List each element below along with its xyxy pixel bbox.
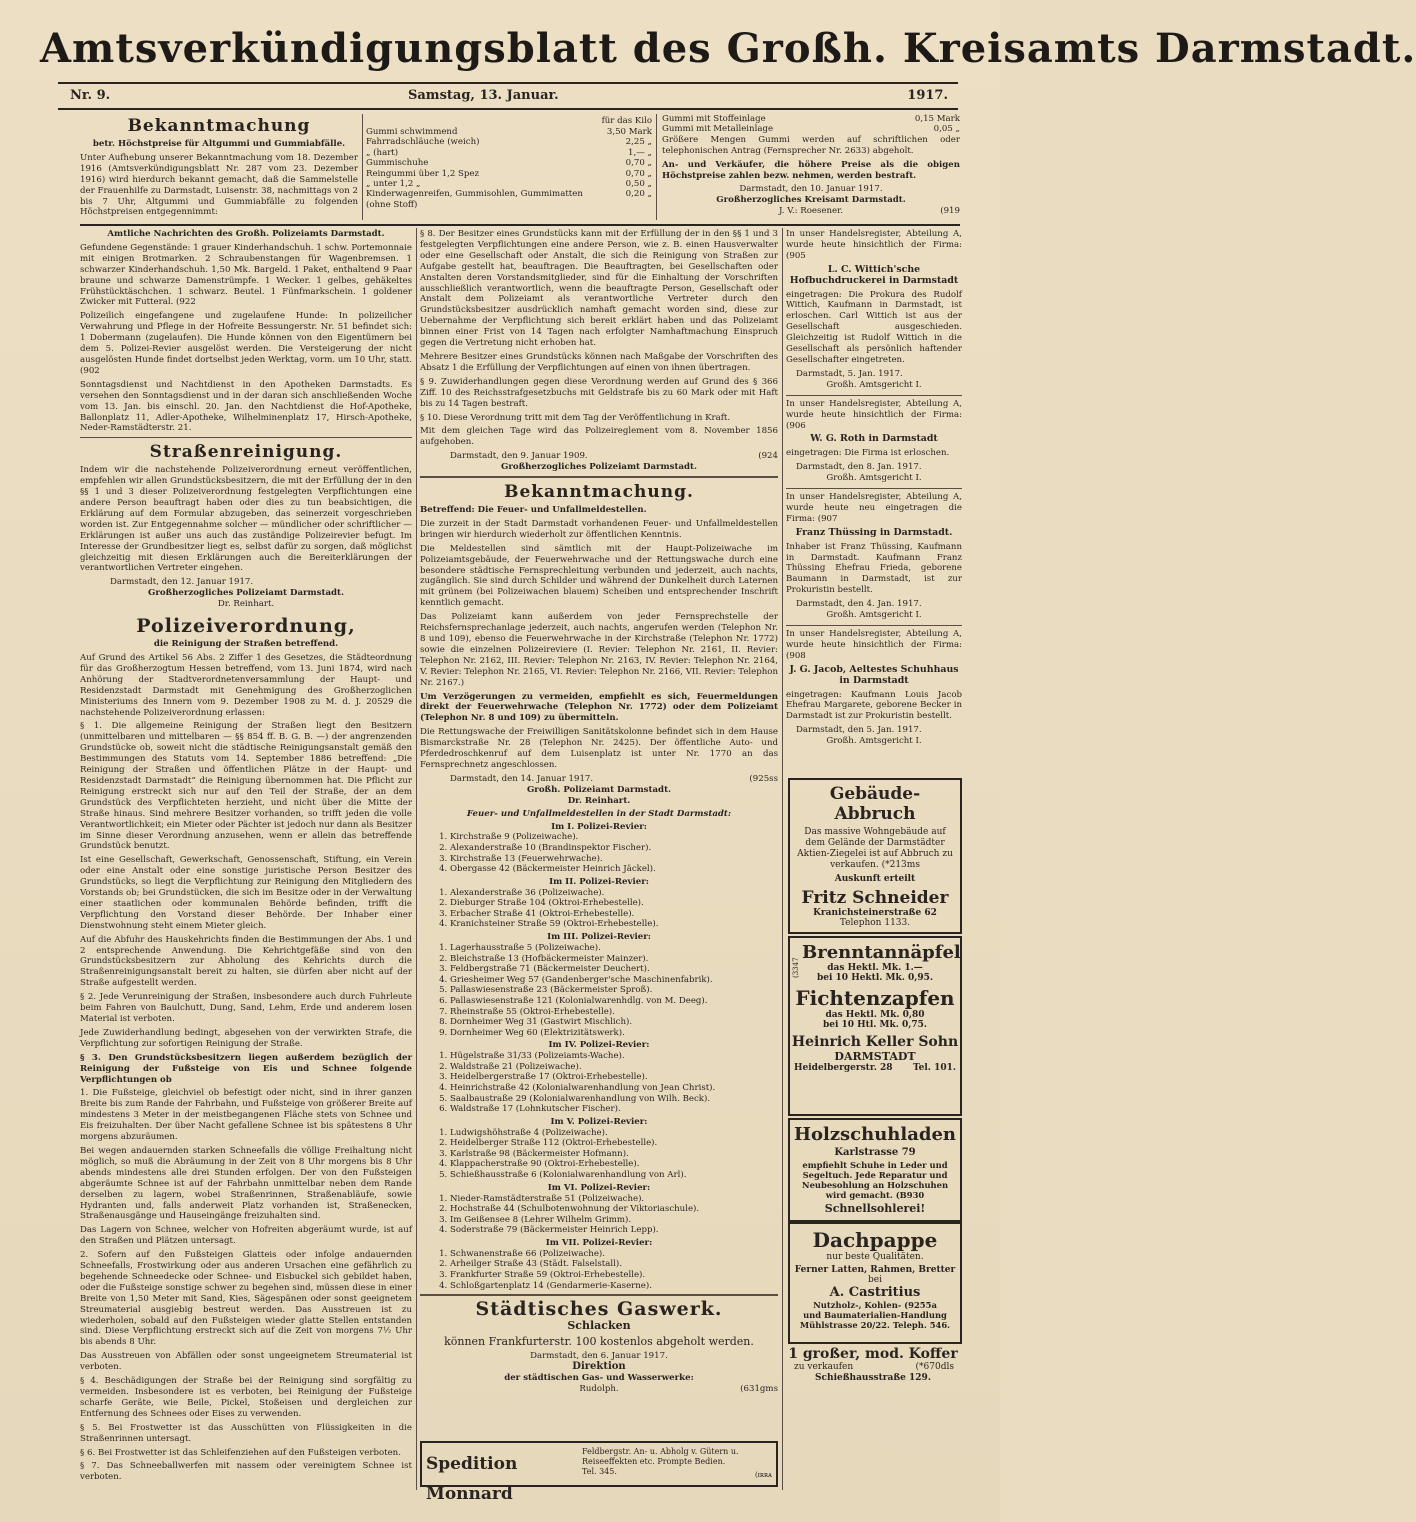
- register-rest: Inhaber ist Franz Thüssing, Kaufmann in Darmstadt. Kaufmann Franz Thüssing Ehefrau Frieda, geborene Baumann in Darmstadt, ist zur Prokuristin bestellt.: [786, 541, 962, 596]
- roofing-t2: Ferner Latten, Rahmen, Bretter: [794, 1265, 956, 1275]
- roofing-t5: und Baumaterialien-Handlung: [803, 1310, 947, 1320]
- rubber-notice: [80, 114, 358, 222]
- register-sign: Großh. Amtsgericht I.: [826, 736, 922, 747]
- revier-item: 3. Karlstraße 98 (Bäckermeister Hofmann).: [450, 1149, 778, 1160]
- revier-heading: Im IV. Polizei-Revier:: [548, 1040, 650, 1051]
- roofing-t6: Mühlstrasse 20/22. Teleph. 546.: [799, 1320, 951, 1330]
- spedition-name: Spedition Monnard: [426, 1454, 518, 1504]
- divider-line: [420, 476, 778, 478]
- price-value: 3,50 Mark: [606, 126, 652, 137]
- revier-item: 4. Klappacherstraße 90 (Oktroi-Erhebestelle).: [450, 1159, 778, 1170]
- street-cleaning-text: Indem wir die nachstehende Polizeiverordnung erneut veröffentlichen, empfehlen wir allen Grundstücksbesitzern, die mit der Erfüllung der in den §§ 1 und 3 dieser Polizeiverordnung festgelegten Verpflichtungen eine andere Person beauftragt haben oder dies zu tun beabsichtigen, die Erklärung auf dem Formular abzugeben, das seinerzeit vorgeschrieben worden ist. Zur Entgegennahme solcher — mündlicher oder schriftlicher — Erklärungen ist außer uns auch das zuständige Polizeirevier befugt. Im Interesse der Grundbesitzer liegt es, selbst dafür zu sorgen, daß möglichst gleichzeitig mit diesen Erklärungen auch die Bereiterklärungen der verantwortlichen Vertreter eingehen.: [80, 465, 412, 574]
- issue-date: Samstag, 13. Januar.: [408, 88, 559, 103]
- revier-heading: Im II. Polizei-Revier:: [549, 876, 649, 887]
- regulation-dated: Darmstadt, den 9. Januar 1909.: [450, 451, 588, 462]
- regulation-para: § 9. Zuwiderhandlungen gegen diese Verordnung werden auf Grund des § 366 Ziff. 10 des Reichsstrafgesetzbuchs mit Geldstrafe bis zu 60 Mark oder mit Haft bis zu 14 Tagen bestraft.: [420, 376, 778, 409]
- roofing-ad: [788, 1222, 962, 1344]
- price-row: [366, 148, 652, 158]
- fire-notice-heading: Bekanntmachung.: [504, 482, 694, 503]
- keller-city: DARMSTADT: [834, 1050, 916, 1063]
- price-rows: [366, 127, 652, 210]
- cones-price: das Hektl. Mk. 1.—: [827, 963, 923, 973]
- divider-line: [786, 488, 962, 489]
- fire-notice-para: Das Polizeiamt kann außerdem von jeder Fernsprechstelle der Reichsfernsprechanlage jederzeit, auch nachts, angerufen werden (Telephon Nr. 8 und 109), ebenso die Feuerwehrwache in der Kirchstraße (Telephon Nr. 1772) sowie die einzelnen Polizeireviere (I. Revier: Telephon Nr. 2161, II. Revier: Telephon Nr. 2162, III. Revier: Telephon Nr. 2163, IV. Revier: Telephon Nr. 2164, V. Revier: Telephon Nr. 2165, VI. Revier: Telephon Nr. 2166, VII. Revier: Telephon Nr. 2167.): [420, 612, 778, 688]
- demolition-info: Auskunft erteilt: [834, 874, 916, 884]
- regulation-code: (924: [758, 451, 778, 462]
- register-date: Darmstadt, 5. Jan. 1917.: [796, 368, 903, 379]
- register-text: In unser Handelsregister, Abteilung A, wurde heute hinsichtlich der Firma: (905: [786, 229, 962, 261]
- trunk-title: 1 großer, mod. Koffer: [788, 1346, 958, 1362]
- street-cleaning-dated: Darmstadt, den 12. Januar 1917.: [110, 577, 254, 588]
- gasworks-signer: Rudolph.: [579, 1383, 619, 1394]
- revier-item: 4. Kranichsteiner Straße 59 (Oktroi-Erhebestelle).: [450, 919, 778, 930]
- keller-name: Heinrich Keller Sohn: [791, 1034, 959, 1050]
- street-cleaning-signer: Dr. Reinhart.: [217, 599, 275, 610]
- revier-item: 5. Pallaswiesenstraße 23 (Bäckermeister Sproß).: [450, 985, 778, 996]
- revier-item: 3. Kirchstraße 13 (Feuerwehrwache).: [450, 854, 778, 865]
- keller-tel: Tel. 101.: [913, 1063, 956, 1073]
- register-sign: Großh. Amtsgericht I.: [826, 610, 922, 621]
- keller-addr: Heidelbergerstr. 28: [794, 1063, 893, 1073]
- revier-heading: Im VI. Polizei-Revier:: [547, 1182, 651, 1193]
- revier-item: 5. Saalbaustraße 29 (Kolonialwarenhandlung von Wilh. Beck).: [450, 1094, 778, 1105]
- price-value: 1,— „: [628, 147, 652, 158]
- price-row: [366, 179, 652, 189]
- fire-sign: Großh. Polizeiamt Darmstadt.: [526, 784, 672, 795]
- rubber-notice-heading: Bekanntmachung: [127, 116, 311, 136]
- revier-item: 4. Obergasse 42 (Bäckermeister Heinrich Jäckel).: [450, 864, 778, 875]
- register-entry: [786, 399, 962, 484]
- rubber-penalty: An- und Verkäufer, die höhere Preise als die obigen Höchstpreise zahlen bezw. nehmen, werden bestraft.: [662, 159, 960, 181]
- revier-item: 4. Schloßgartenplatz 14 (Gendarmerie-Kaserne).: [450, 1281, 778, 1292]
- register-entry: [786, 229, 962, 391]
- price-item: Gummi mit Metalleinlage: [662, 124, 774, 135]
- revier-list: [420, 1194, 778, 1236]
- regulation-para: 1. Die Fußsteige, gleichviel ob befestigt oder nicht, sind in ihrer ganzen Breite bis zum Rande der Fahrbahn, und Fußsteige von größerer Breite auf mindestens 3 Meter in der meistbegangenen Fläche stets von Schnee und Eis freizuhalten. Der über Nacht gefallene Schnee ist bis spätestens 8 Uhr morgens abzuräumen.: [80, 1088, 412, 1143]
- revier-item: 3. Erbacher Straße 41 (Oktroi-Erhebestelle).: [450, 909, 778, 920]
- revier-item: 2. Alexanderstraße 10 (Brandinspektor Fischer).: [450, 843, 778, 854]
- police-regulation-sub: die Reinigung der Straßen betreffend.: [153, 639, 339, 650]
- found-dogs: Polizeilich eingefangene und zugelaufene Hunde: In polizeilicher Verwahrung und Pflege in der Hofreite Bessungerstr. Nr. 51 befindet sich: 1 Dobermann (zugelaufen). Die Hunde können von den Eigentümern bei dem 5. Polizei-Revier ausgelöst werden. Die Versteigerung der nicht ausgelösten Hunde findet dortselbst jeden Werktag, vorm. um 10 Uhr, statt. (902: [80, 311, 412, 376]
- wooden-shoe-text-wrap: [794, 1160, 956, 1200]
- price-item: Fahrradschläuche (weich): [366, 137, 480, 148]
- divider: [416, 228, 417, 1490]
- revier-item: 3. Im Geißensee 8 (Lehrer Wilhelm Grimm).: [450, 1215, 778, 1226]
- rubber-pickup: Größere Mengen Gummi werden auf schriftlichen oder telephonischen Antrag (Fernsprecher Nr. 2633) abgeholt.: [662, 134, 960, 156]
- revier-item: 8. Dornheimer Weg 31 (Gastwirt Mischlich).: [450, 1017, 778, 1028]
- demolition-addr: Kranichsteinerstraße 62: [813, 908, 937, 918]
- revier-list: [420, 832, 778, 874]
- price-item: Kinderwagenreifen, Gummisohlen, Gummimatten (ohne Stoff): [366, 189, 583, 210]
- demolition-text-wrap: [794, 827, 956, 871]
- wooden-shoe-text: empfiehlt Schuhe in Leder und Segeltuch. Jede Reparatur und Neubesohlung an Holzschuhen wird gemacht.: [801, 1160, 949, 1200]
- register-firm: L. C. Wittich'sche Hofbuchdruckerei in Darmstadt: [789, 263, 959, 286]
- roofing-title: Dachpappe: [812, 1228, 938, 1252]
- trunk-line: [788, 1362, 958, 1373]
- fir-cones-price: das Hektl. Mk. 0,80: [825, 1010, 925, 1020]
- price-item: „ unter 1,2 „: [366, 178, 421, 189]
- found-items: Gefundene Gegenstände: 1 grauer Kinderhandschuh. 1 schw. Portemonnaie mit einigen Brotmarken. 2 Schraubenstangen für Wagenbremsen. 1 schwarzer Kinderhandschuh. 1,50 Mk. Bargeld. 1 Paket, enthaltend 9 Paar braune und schwarze Damenstrümpfe. 1 Wecker. 1 gelbes, gehäkeltes Frühstücktäschchen. 1 schwarz. Beutel. 1 Fünfmarkschein. 1 goldener Zwicker mit Futteral. (922: [80, 242, 412, 308]
- regulation-para: Mehrere Besitzer eines Grundstücks können nach Maßgabe der Vorschriften des Absatz 1 die Erfüllung der Verpflichtungen auf einen von ihnen übertragen.: [420, 351, 778, 373]
- section-rule: [80, 224, 960, 226]
- revier-list: [420, 943, 778, 1038]
- rubber-price-table: [366, 116, 652, 222]
- rubber-notice-text: Unter Aufhebung unserer Bekanntmachung vom 18. Dezember 1916 (Amtsverkündigungsblatt Nr. 287 vom 23. Dezember 1916) wird hierdurch bekannt gemacht, daß die Sammelstelle der Frauenhilfe zu Darmstadt, Luisenstr. 38, nachmittags von 2 bis 7 Uhr, Altgummi und Gummiabfälle zu folgenden Höchstpreisen entgegennimmt:: [80, 152, 358, 218]
- roofing-t4: Nutzholz-, Kohlen- (9255a: [813, 1300, 937, 1310]
- regulation-para: § 3. Den Grundstücksbesitzern liegen außerdem bezüglich der Reinigung der Fußsteige von Eis und Schnee folgende Verpflichtungen ob: [80, 1052, 412, 1085]
- regulation-para: § 7. Das Schneeballwerfen mit nassem oder vereinigtem Schnee ist verboten.: [80, 1461, 412, 1483]
- register-date: Darmstadt, den 8. Jan. 1917.: [796, 462, 922, 473]
- register-rest: eingetragen: Kaufmann Louis Jacob Ehefrau Margarete, geborene Becker in Darmstadt ist zur Prokuristin bestellt.: [786, 689, 962, 722]
- divider-line: [786, 395, 962, 396]
- dateline: [58, 86, 958, 108]
- masthead-title: Amtsverkündigungsblatt des Großh. Kreisamts Darmstadt.: [40, 25, 1416, 72]
- regulation-sign: Großherzogliches Polizeiamt Darmstadt.: [500, 462, 697, 473]
- regulation-para: Jede Zuwiderhandlung bedingt, abgesehen von der verwirkten Strafe, die Verpflichtung zur sofortigen Reinigung der Straße.: [80, 1027, 412, 1049]
- price-value: 0,50 „: [625, 178, 652, 189]
- rubber-sign-line: [662, 206, 960, 217]
- fire-signer: Dr. Reinhart.: [567, 795, 631, 806]
- divider-line: [80, 437, 412, 438]
- register-column: [786, 229, 962, 773]
- price-row: [366, 158, 652, 168]
- fire-notice-para: Die zurzeit in der Stadt Darmstadt vorhandenen Feuer- und Unfallmeldestellen bringen wir hierdurch wiederholt zur öffentlichen Kenntnis.: [420, 518, 778, 540]
- revier-item: 1. Ludwigshöhstraße 4 (Polizeiwache).: [450, 1128, 778, 1139]
- regulation-para: § 2. Jede Verunreinigung der Straßen, insbesondere auch durch Fuhrleute beim Fahren von Baulchutt, Dung, Sand, Lehm, Erde und anderem losen Material ist verboten.: [80, 992, 412, 1024]
- rubber-notice-sub: betr. Höchstpreise für Altgummi und Gummiabfälle.: [92, 139, 346, 149]
- revier-list: [420, 1051, 778, 1115]
- regulation-para: § 5. Bei Frostwetter ist das Ausschütten von Flüssigkeiten in die Straßenrinnen untersagt.: [80, 1422, 412, 1444]
- regulation-para: § 4. Beschädigungen der Straße bei der Reinigung sind sorgfältig zu vermeiden. Insbesondere ist es verboten, bei Reinigung der Fußsteige scharfe Geräte, wie Beile, Pickel, Stoßeisen und dergleichen zur Entfernung des Schnees oder Eises zu verwenden.: [80, 1376, 412, 1419]
- price-rows-2: [662, 114, 960, 135]
- revier-item: 9. Dornheimer Weg 60 (Elektrizitätswerk).: [450, 1028, 778, 1039]
- regulation-dated-line: [420, 451, 778, 462]
- regulation-para: § 1. Die allgemeine Reinigung der Straßen liegt den Besitzern (unmittelbaren und mittelbaren — §§ 854 ff. B. G. B. —) der angrenzenden Grundstücke ob, soweit nicht die städtische Reinigungsanstalt gemäß den Bestimmungen des Statuts vom 14. September 1886 betreffend: „Die Reinigung der Straßen und öffentlichen Plätze in der Haupt- und Residenzstadt Darmstadt“ die Reinigung übernommen hat. Die Pflicht zur Reinigung erstreckt sich nur auf den Teil der Straße, der an dem Grundstück des Verpflichteten herzieht, und nicht über die Mitte der Straße hinaus. Sind mehrere Besitzer vorhanden, so trifft jeden die volle Verantwortlichkeit; ein Mieter oder Pächter ist jedoch nur dann als Besitzer im Sinne dieser Verordnung anzusehen, wenn er allein das betreffende Grundstück benutzt.: [80, 721, 412, 852]
- gasworks-text: können Frankfurterstr. 100 kostenlos abgeholt werden.: [444, 1335, 754, 1349]
- gasworks-direction: Direktion: [572, 1361, 626, 1373]
- price-row: [366, 127, 652, 137]
- price-row: [366, 189, 652, 210]
- street-cleaning-heading: Straßenreinigung.: [149, 442, 343, 463]
- revier-item: 6. Pallaswiesenstraße 121 (Kolonialwarenhdlg. von M. Deeg).: [450, 996, 778, 1007]
- fir-cones-price: bei 10 Htl. Mk. 0,75.: [822, 1020, 928, 1030]
- revier-item: 1. Hügelstraße 31/33 (Polizeiamts-Wache).: [450, 1051, 778, 1062]
- register-rest: eingetragen: Die Firma ist erloschen.: [786, 448, 950, 459]
- regulation-para: Mit dem gleichen Tage wird das Polizeireglement vom 8. November 1856 aufgehoben.: [420, 426, 778, 448]
- price-item: Gummischuhe: [366, 158, 429, 169]
- revier-item: 7. Rheinstraße 55 (Oktroi-Erhebestelle).: [450, 1007, 778, 1018]
- divider-line: [420, 1294, 778, 1296]
- revier-item: 3. Frankfurter Straße 59 (Oktroi-Erhebestelle).: [450, 1270, 778, 1281]
- register-text: In unser Handelsregister, Abteilung A, wurde heute neu eingetragen die Firma: (907: [786, 492, 962, 524]
- price-row: [366, 137, 652, 147]
- fire-list-title: Feuer- und Unfallmeldestellen in der Stadt Darmstadt:: [466, 808, 732, 819]
- gasworks-heading: Städtisches Gaswerk.: [475, 1298, 723, 1321]
- gasworks-dated: Darmstadt, den 6. Januar 1917.: [530, 1351, 668, 1362]
- revier-item: 1. Alexanderstraße 36 (Polizeiwache).: [450, 888, 778, 899]
- pharmacy-duty: Sonntagsdienst und Nachtdienst in den Apotheken Darmstadts. Es versehen den Sonntagsdienst und in der daran sich anschließenden Woche vom 13. Jan. bis einschl. 20. Jan. den Nachtdienst die Hof-Apotheke, Ballonplatz 11, Adler-Apotheke, Wilhelminenplatz 17, Hirsch-Apotheke, Neder-Ramstädterstr. 21.: [80, 379, 412, 434]
- divider: [362, 114, 363, 220]
- revier-item: 2. Hochstraße 44 (Schulbotenwohnung der Viktoriaschule).: [450, 1204, 778, 1215]
- wooden-shoe-addr: Karlstrasse 79: [834, 1147, 916, 1158]
- cones-title: Brenntannäpfel: [802, 942, 961, 963]
- price-value: 0,15 Mark: [914, 114, 960, 124]
- revier-item: 1. Nieder-Ramstädterstraße 51 (Polizeiwache).: [450, 1194, 778, 1205]
- roofing-t3: bei: [868, 1275, 882, 1285]
- rubber-dated: Darmstadt, den 10. Januar 1917.: [739, 184, 883, 195]
- trunk-addr: Schießhausstraße 129.: [815, 1373, 931, 1383]
- revier-item: 4. Heinrichstraße 42 (Kolonialwarenhandlung von Jean Christ).: [450, 1083, 778, 1094]
- regulation-para: 2. Sofern auf den Fußsteigen Glatteis oder infolge andauernden Schneefalls, Frostwirkung oder aus anderen Ursachen eine gefährlich zu begehende Schneedecke oder Schnee- und Eisbuckel sich gebildet haben, oder die Fußsteige sonstige schwer zu begehen sind, müssen diese in einer Breite von 1,50 Meter mit Sand, Kies, Sägespänen oder sonst geeignetem Streumaterial ausgiebig bestreut werden. Das Ausstreuen ist zu wiederholen, sobald auf den Fußsteigen wieder glatte Stellen entstanden sind. Diese Verpflichtung erstreckt sich auf die Zeit von morgens 7½ Uhr bis abends 8 Uhr.: [80, 1250, 412, 1348]
- revier-item: 2. Arheilger Straße 43 (Städt. Falselstall).: [450, 1259, 778, 1270]
- revier-heading: Im III. Polizei-Revier:: [547, 932, 651, 943]
- revier-item: 6. Waldstraße 17 (Lohnkutscher Fischer).: [450, 1104, 778, 1115]
- revier-item: 2. Dieburger Straße 104 (Oktroi-Erhebestelle).: [450, 898, 778, 909]
- revier-item: 1. Schwanenstraße 66 (Polizeiwache).: [450, 1249, 778, 1260]
- demolition-name: Fritz Schneider: [801, 888, 949, 908]
- fire-station-list: [420, 822, 778, 1292]
- regulation-para: § 8. Der Besitzer eines Grundstücks kann mit der Erfüllung der in den §§ 1 und 3 festgelegten Verpflichtungen eine andere Person, wie z. B. einen Hausverwalter oder eine Gesellschaft oder Anstalt, die sich die Reinigung von Straßen zur Aufgabe gestellt hat, beauftragen. Die Beauftragten, bei Gesellschaften oder Anstalten deren Vorstandsmitglieder, sind für die Einhaltung der Vorschriften ausschließlich verantwortlich, wenn die beauftragte Person, Gesellschaft oder Anstalt dem Polizeiamt als verantwortliche Vertreter durch den Grundstücksbesitzer ausdrücklich namhaft gemacht worden sind, diese zur Uebernahme der Verpflichtung sich bereit erklärt haben und das Polizeiamt binnen einer Frist von 14 Tagen nach erfolgter Namhaftmachung Einspruch gegen die Vertretung nicht erhoben hat.: [420, 229, 778, 349]
- revier-item: 3. Heidelbergerstraße 17 (Oktroi-Erhebestelle).: [450, 1072, 778, 1083]
- revier-item: 3. Feldbergstraße 71 (Bäckermeister Deuchert).: [450, 964, 778, 975]
- revier-item: 4. Griesheimer Weg 57 (Gandenberger'sche Maschinenfabrik).: [450, 975, 778, 986]
- revier-item: 1. Kirchstraße 9 (Polizeiwache).: [450, 832, 778, 843]
- fir-cones-title: Fichtenzapfen: [795, 986, 955, 1010]
- regulation-para: § 10. Diese Verordnung tritt mit dem Tag der Veröffentlichung in Kraft.: [420, 412, 731, 423]
- fire-notice-para: Die Meldestellen sind sämtlich mit der Haupt-Polizeiwache im Polizeiamtsgebäude, der Feuerwehrwache und der Rettungswache durch eine besondere städtische Fernsprechleitung verbunden und jederzeit, auch nachts, zugänglich. Sie sind durch Schilder und während der Dunkelheit durch Laternen mit grünem (bei Polizeiwachen blauem) Scheiben und entsprechender Inschrift kenntlich gemacht.: [420, 543, 778, 609]
- demolition-text: Das massive Wohngebäude auf dem Gelände der Darmstädter Aktien-Ziegelei ist auf Abbruch zu verkaufen.: [797, 827, 953, 870]
- revier-item: 4. Soderstraße 79 (Bäckermeister Heinrich Lepp).: [450, 1225, 778, 1236]
- price-value: 0,70 „: [625, 168, 652, 179]
- price-value: 2,25 „: [625, 137, 652, 148]
- revier-item: 1. Lagerhausstraße 5 (Polizeiwache).: [450, 943, 778, 954]
- register-date: Darmstadt, den 4. Jan. 1917.: [796, 599, 922, 610]
- masthead-rule: [58, 82, 958, 84]
- register-rest: eingetragen: Die Prokura des Rudolf Wittich, Kaufmann in Darmstadt, ist erloschen. Carl Wittich ist aus der Gesellschaft ausgeschieden. Gleichzeitig ist Rudolf Wittich in die Gesellschaft als persönlich haftender Gesellschafter eingetreten.: [786, 289, 962, 365]
- roofing-name: A. Castritius: [829, 1285, 921, 1300]
- register-text: In unser Handelsregister, Abteilung A, wurde heute hinsichtlich der Firma: (908: [786, 629, 962, 661]
- police-regulation-heading: Polizeiverordnung,: [136, 615, 356, 638]
- issue-number: Nr. 9.: [70, 88, 111, 103]
- revier-item: 2. Bleichstraße 13 (Hofbäckermeister Mainzer).: [450, 954, 778, 965]
- rubber-sign: Großherzogliches Kreisamt Darmstadt.: [716, 195, 906, 206]
- register-sign: Großh. Amtsgericht I.: [826, 379, 922, 390]
- wooden-shoe-ad: [788, 1118, 962, 1222]
- price-value: 0,20 „: [625, 189, 652, 200]
- revier-item: 2. Waldstraße 21 (Polizeiwache).: [450, 1062, 778, 1073]
- price-value: 0,05 „: [933, 124, 960, 135]
- cones-price: bei 10 Hektl. Mk. 0,95.: [816, 973, 934, 983]
- gasworks-signer-line: [420, 1384, 778, 1395]
- wooden-shoe-code: (B930: [895, 1190, 925, 1200]
- trunk-text: zu verkaufen: [794, 1362, 854, 1372]
- regulation-para: Bei wegen andauernden starken Schneefalls die völlige Freihaltung nicht möglich, so muß die Abräumung in der Zeit von 8 Uhr morgens bis 8 Uhr abends mindestens alle drei Stunden erfolgen. Der von den Fußsteigen abgeräumte Schnee ist auf der Fahrbahn unmittelbar neben dem Rande derselben zu lagern, wobei Straßenrinnen, Straßenabläufe, sowie Hydranten und, falls anderweit Platz vorhanden ist, Straßenecken, Straßenausgänge und Hauseingänge freizuhalten sind.: [80, 1145, 412, 1222]
- price-value: 0,70 „: [625, 158, 652, 169]
- divider: [782, 228, 783, 1490]
- register-entry: [786, 629, 962, 747]
- register-firm: W. G. Roth in Darmstadt: [810, 433, 938, 445]
- price-item: Reingummi über 1,2 Spez: [366, 168, 480, 179]
- divider-line: [786, 625, 962, 626]
- revier-item: 5. Schießhausstraße 6 (Kolonialwarenhandlung von Arl).: [450, 1170, 778, 1181]
- register-firm: J. G. Jacob, Aeltestes Schuhhaus in Darmstadt: [789, 663, 959, 686]
- demolition-code: (*213ms: [881, 860, 920, 870]
- price-header: für das Kilo: [601, 116, 652, 126]
- revier-list: [420, 888, 778, 930]
- demolition-tel: Telephon 1133.: [839, 918, 911, 928]
- revier-list: [420, 1128, 778, 1181]
- cones-ad: [788, 936, 962, 1116]
- fire-dated: Darmstadt, den 14. Januar 1917.: [450, 773, 594, 784]
- rubber-signer: J. V.: Roesener.: [778, 206, 844, 217]
- revier-list: [420, 1249, 778, 1291]
- revier-heading: Im VII. Polizei-Revier:: [545, 1237, 653, 1248]
- spedition-text: Feldbergstr. An- u. Abholg v. Gütern u. Reiseeffekten etc. Prompte Bedien. Tel. 345.: [582, 1447, 739, 1476]
- divider: [656, 114, 657, 220]
- gasworks-dept: der städtischen Gas- und Wasserwerke:: [504, 1372, 694, 1383]
- regulation-para: Auf Grund des Artikel 56 Abs. 2 Ziffer 1 des Gesetzes, die Städteordnung für das Großherzogtum Hessen betreffend, vom 13. Juni 1874, wird nach Anhörung der Stadtverordnetenversammlung der Haupt- und Residenzstadt Darmstadt mit Genehmigung des Großherzoglichen Ministeriums des Innern vom 9. Dezember 1908 zu M. d. J. 20529 die nachstehende Polizeiverordnung erlassen:: [80, 653, 412, 718]
- regulation-para: Das Lagern von Schnee, welcher von Hofreiten abgeräumt wurde, ist auf den Straßen und Plätzen untersagt.: [80, 1225, 412, 1247]
- wooden-shoe-title: Holzschuhladen: [793, 1124, 957, 1145]
- left-column: [80, 229, 412, 1491]
- regulation-para: Ist eine Gesellschaft, Gewerkschaft, Genossenschaft, Stiftung, ein Verein oder eine Anstalt oder eine sonstige juristische Person Besitzer des Grundstücks, so liegt die Verpflichtung zur Reinigung den Mitgliedern des Vorstands ob; bei Grundstücken, die sich im Besitze oder in der Verwaltung einer staatlichen oder kommunalen Behörde befinden, trifft die Verpflichtung den Vorstand dieser Behörde. Der Inhaber einer Dienstwohnung steht einem Mieter gleich.: [80, 855, 412, 931]
- price-item: Gummi mit Stoffeinlage: [662, 114, 766, 124]
- demolition-title: Gebäude-Abbruch: [829, 784, 921, 824]
- register-date: Darmstadt, den 5. Jan. 1917.: [796, 725, 922, 736]
- gasworks-code: (631gms: [740, 1383, 778, 1394]
- regulation-para: § 6. Bei Frostwetter ist das Schleifenziehen auf den Fußsteigen verboten.: [80, 1447, 401, 1458]
- fire-notice-para: Die Rettungswache der Freiwilligen Sanitätskolonne befindet sich in dem Hause Bismarckstraße Nr. 28 (Telephon Nr. 2425). Der öffentliche Auto- und Pferdedroschkenruf auf dem Luisenplatz ist unter Nr. 1770 an das Fernsprechnetz angeschlossen.: [420, 727, 778, 770]
- revier-heading: Im V. Polizei-Revier:: [550, 1116, 648, 1127]
- rubber-code: (919: [940, 206, 960, 217]
- register-entry: [786, 492, 962, 621]
- spedition-ad: [420, 1441, 778, 1504]
- dateline-rule: [58, 108, 958, 110]
- regulation-para: Das Ausstreuen von Abfällen oder sonst ungeeignetem Streumaterial ist verboten.: [80, 1351, 412, 1373]
- issue-year: 1917.: [907, 88, 948, 103]
- rubber-notice-cont: [662, 114, 960, 222]
- wooden-shoe-slogan: Schnellsohlerei!: [824, 1202, 926, 1215]
- fire-code: (925ss: [749, 773, 778, 784]
- trunk-ad: [788, 1346, 958, 1394]
- middle-column: [420, 229, 778, 1504]
- revier-item: 2. Heidelberger Straße 112 (Oktroi-Erhebestelle).: [450, 1138, 778, 1149]
- price-item: Gummi schwimmend: [366, 126, 458, 137]
- revier-heading: Im I. Polizei-Revier:: [551, 821, 647, 832]
- street-cleaning-sign: Großherzogliches Polizeiamt Darmstadt.: [147, 588, 344, 599]
- price-item: „ (hart): [366, 147, 399, 158]
- gasworks-sub: Schlacken: [567, 1319, 631, 1333]
- register-text: In unser Handelsregister, Abteilung A, wurde heute hinsichtlich der Firma: (906: [786, 398, 962, 431]
- price-row: [366, 169, 652, 179]
- register-sign: Großh. Amtsgericht I.: [826, 473, 922, 484]
- fire-notice-para: Um Verzögerungen zu vermeiden, empfiehlt es sich, Feuermeldungen direkt der Feuerwehrwache (Telephon Nr. 1772) oder dem Polizeiamt (Telephon Nr. 8 und 109) zu übermitteln.: [420, 691, 778, 724]
- cones-code: (3347: [792, 957, 800, 978]
- roofing-t1: nur beste Qualitäten.: [826, 1252, 924, 1262]
- spedition-code: (ɪʀʀᴀ: [754, 1471, 772, 1479]
- regulation-para: Auf die Abfuhr des Hauskehrichts finden die Bestimmungen der Abs. 1 und 2 entsprechende Anwendung. Die Kehrichtgefäße sind von den Grundstücksbesitzern zur Abholung des Kehrichts durch die Straßenreinigungsanstalt bereit zu halten, sie dürfen aber nicht auf der Straße aufgestellt werden.: [80, 934, 412, 989]
- demolition-ad: [788, 778, 962, 934]
- register-firm: Franz Thüssing in Darmstadt.: [795, 526, 953, 538]
- amtl-title: Amtliche Nachrichten des Großh. Polizeiamts Darmstadt.: [107, 229, 385, 239]
- trunk-code: (*670dls: [915, 1362, 954, 1372]
- fire-notice-sub: Betreffend: Die Feuer- und Unfallmeldestellen.: [420, 505, 647, 516]
- fire-dated-line: [420, 774, 778, 785]
